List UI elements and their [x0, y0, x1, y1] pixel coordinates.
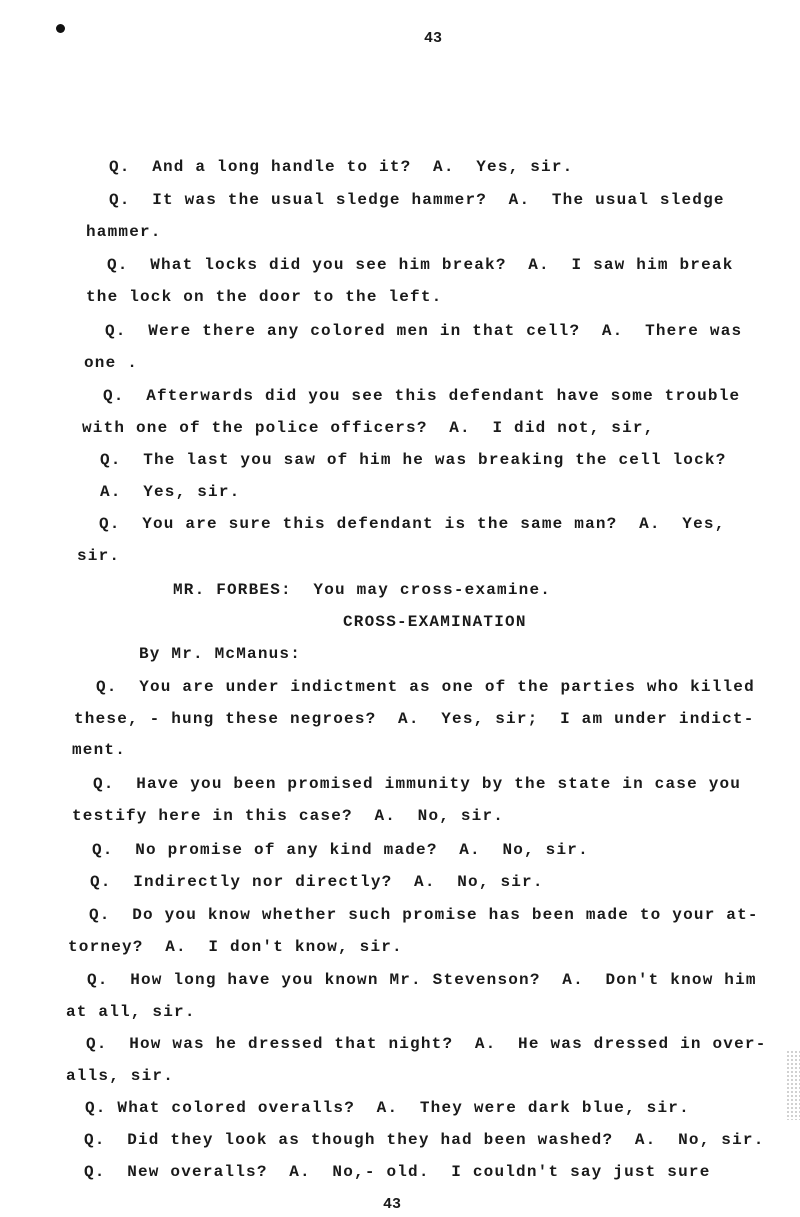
transcript-line: Q. You are under indictment as one of the parties who killed	[96, 678, 755, 696]
transcript-line: Q. How long have you known Mr. Stevenson? A. Don't know him	[87, 971, 757, 989]
transcript-line: Q. No promise of any kind made? A. No, sir.	[92, 841, 589, 859]
transcript-line: sir.	[77, 547, 121, 565]
transcript-line: Q. You are sure this defendant is the same man? A. Yes,	[99, 515, 726, 533]
transcript-line: testify here in this case? A. No, sir.	[72, 807, 505, 825]
transcript-line: with one of the police officers? A. I did not, sir,	[82, 419, 655, 437]
transcript-line: Q. Have you been promised immunity by the state in case you	[93, 775, 742, 793]
transcript-line: ment.	[72, 741, 127, 759]
transcript-line: Q. The last you saw of him he was breaking the cell lock?	[100, 451, 727, 469]
transcript-line: Q. Do you know whether such promise has been made to your at-	[89, 906, 759, 924]
transcript-line: alls, sir.	[66, 1067, 175, 1085]
transcript-line: one .	[84, 354, 139, 372]
page-number-top: 43	[424, 30, 443, 47]
transcript-line: the lock on the door to the left.	[86, 288, 443, 306]
section-heading: CROSS-EXAMINATION	[343, 613, 527, 631]
transcript-line: torney? A. I don't know, sir.	[68, 938, 403, 956]
page-number-bottom: 43	[383, 1196, 402, 1213]
examiner-line: By Mr. McManus:	[139, 645, 302, 663]
transcript-line: Q. Indirectly nor directly? A. No, sir.	[90, 873, 544, 891]
speaker-line: MR. FORBES: You may cross-examine.	[173, 581, 552, 599]
transcript-line: A. Yes, sir.	[100, 483, 241, 501]
scan-noise	[786, 1050, 800, 1120]
transcript-line: Q. And a long handle to it? A. Yes, sir.	[109, 158, 574, 176]
transcript-line: Q. Afterwards did you see this defendant have some trouble	[103, 387, 741, 405]
transcript-line: hammer.	[86, 223, 162, 241]
transcript-line: at all, sir.	[66, 1003, 196, 1021]
transcript-line: Q. What locks did you see him break? A. I saw him break	[107, 256, 734, 274]
transcript-line: Q. New overalls? A. No,- old. I couldn't say just sure	[84, 1163, 711, 1181]
transcript-line: Q. Did they look as though they had been washed? A. No, sir.	[84, 1131, 765, 1149]
transcript-line: these, - hung these negroes? A. Yes, sir; I am under indict-	[74, 710, 755, 728]
transcript-line: Q. How was he dressed that night? A. He was dressed in over-	[86, 1035, 767, 1053]
transcript-line: Q. Were there any colored men in that cell? A. There was	[105, 322, 743, 340]
transcript-line: Q. What colored overalls? A. They were dark blue, sir.	[85, 1099, 690, 1117]
punch-hole-mark	[56, 24, 65, 33]
transcript-line: Q. It was the usual sledge hammer? A. The usual sledge	[109, 191, 725, 209]
